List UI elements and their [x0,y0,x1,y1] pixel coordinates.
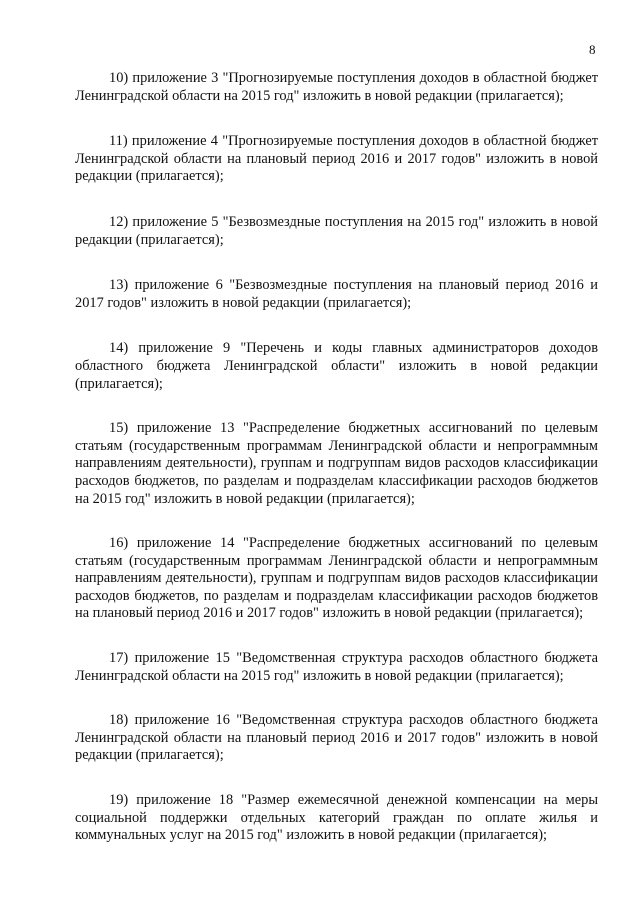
list-item-12: 12) приложение 5 "Безвозмездные поступления на 2015 год" изложить в новой редакции (прилагается); [75,213,598,248]
list-item-19: 19) приложение 18 "Размер ежемесячной денежной компенсации на меры социальной поддержки отдельных категорий граждан по оплате жилья и коммунальных услуг на 2015 год" изложить в новой редакции (прилагается); [75,792,598,844]
list-item-16: 16) приложение 14 "Распределение бюджетных ассигнований по целевым статьям (государственным программам Ленинградской области и непрограммным направлениям деятельности), группам и подгруппам видов расходов классификации расходов бюджетов, по разделам и подразделам классификации расходов бюджетов на плановый период 2016 и 2017 годов" изложить в новой редакции (прилагается); [75,535,598,622]
document-body [75,70,598,845]
list-item-10: 10) приложение 3 "Прогнозируемые поступления доходов в областной бюджет Ленинградской области на 2015 год" изложить в новой редакции (прилагается); [75,70,598,104]
page-number: 8 [589,42,596,57]
list-item-15: 15) приложение 13 "Распределение бюджетных ассигнований по целевым статьям (государственным программам Ленинградской области и непрограммным направлениям деятельности), группам и подгруппам видов расходов классификации расходов бюджетов, по разделам и подразделам классификации расходов бюджетов на 2015 год" изложить в новой редакции (прилагается); [75,420,598,507]
list-item-18: 18) приложение 16 "Ведомственная структура расходов областного бюджета Ленинградской области на плановый период 2016 и 2017 годов" изложить в новой редакции (прилагается); [75,712,598,764]
list-item-17: 17) приложение 15 "Ведомственная структура расходов областного бюджета Ленинградской области на 2015 год" изложить в новой редакции (прилагается); [75,650,598,684]
list-item-13: 13) приложение 6 "Безвозмездные поступления на плановый период 2016 и 2017 годов" изложить в новой редакции (прилагается); [75,277,598,311]
list-item-11: 11) приложение 4 "Прогнозируемые поступления доходов в областной бюджет Ленинградской области на плановый период 2016 и 2017 годов" изложить в новой редакции (прилагается); [75,133,598,185]
list-item-14: 14) приложение 9 "Перечень и коды главных администраторов доходов областного бюджета Ленинградской области" изложить в новой редакции (прилагается); [75,340,598,392]
